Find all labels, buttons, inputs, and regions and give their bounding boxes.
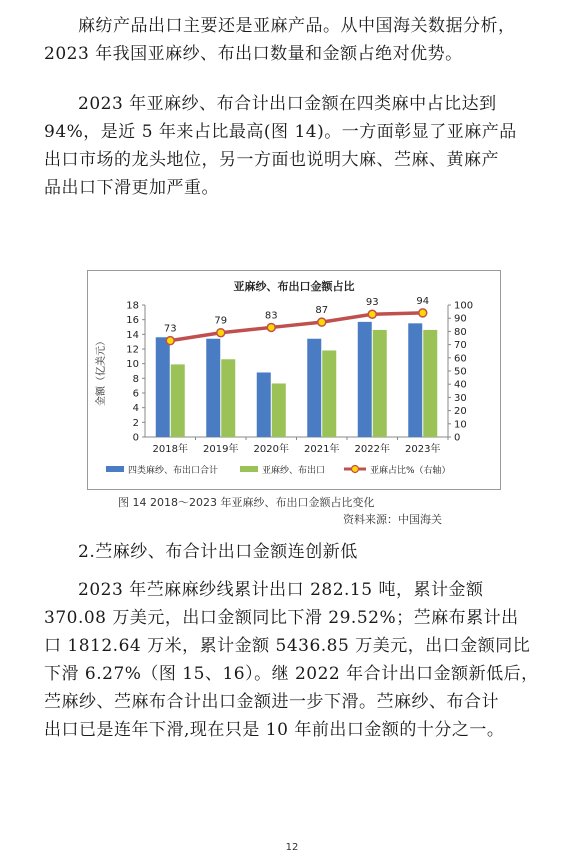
bar-linen [171,364,185,437]
figure-caption: 图 14 2018～2023 年亚麻纱、布出口金额占比变化 [118,496,375,509]
bar-total [257,372,271,437]
section-heading: 2.苎麻纱、布合计出口金额连创新低 [78,542,358,562]
text-line: 下滑 6.27%（图 15、16）。继 2022 年合计出口金额新低后， [44,664,539,684]
share-point [368,310,376,318]
y-tick-label: 4 [132,403,139,415]
bar-linen [322,350,336,437]
figure-source: 资料来源：中国海关 [343,513,442,526]
paragraph-3 [44,576,544,744]
data-label: 94 [416,295,430,307]
paragraph-1 [44,12,544,68]
y-tick-label: 16 [126,315,139,327]
bar-linen [423,330,437,437]
text-line: 麻纺产品出口主要还是亚麻产品。从中国海关数据分析， [78,16,516,36]
legend-label: 四类麻纱、布出口合计 [128,466,219,476]
y-tick-label: 12 [126,344,139,356]
text-line: 苎麻纱、苎麻布合计出口金额进一步下滑。苎麻纱、布合计 [44,692,499,712]
share-point [318,318,326,326]
bar-linen [221,359,235,437]
bar-linen [373,330,387,437]
x-tick-label: 2023年 [405,444,441,455]
x-tick-label: 2020年 [253,444,289,455]
y-tick-label: 8 [132,373,139,385]
text-line: 2023 年亚麻纱、布合计出口金额在四类麻中占比达到 [78,94,497,114]
y-tick-label: 10 [126,359,139,371]
legend-label: 亚麻纱、布出口 [262,466,326,476]
legend-swatch [240,466,258,472]
text-line: 2023 年我国亚麻纱、布出口数量和金额占绝对优势。 [44,44,463,64]
bar-total [206,339,220,437]
combo-chart [88,271,500,489]
legend-swatch [106,466,124,472]
bar-total [156,337,170,437]
y2-tick-label: 0 [454,432,461,444]
data-label: 87 [315,305,329,317]
y-tick-label: 14 [126,329,139,341]
paragraph-2 [44,90,544,202]
text-line: 2023 年苎麻麻纱线累计出口 282.15 吨，累计金额 [78,580,484,600]
text-line: 94%，是近 5 年来占比最高(图 14)。一方面彰显了亚麻产品 [44,122,517,142]
chart-title: 亚麻纱、布出口金额占比 [233,280,355,293]
y-tick-label: 2 [132,417,139,429]
legend-swatch-marker [352,466,359,473]
data-label: 73 [163,323,177,335]
y2-tick-label: 50 [454,366,467,378]
data-label: 79 [214,315,228,327]
text-line: 出口已是连年下滑,现在只是 10 年前出口金额的十分之一。 [44,720,505,740]
bar-linen [272,383,286,437]
y-tick-label: 18 [126,300,139,312]
share-point [217,329,225,337]
x-tick-label: 2019年 [203,444,239,455]
y2-tick-label: 10 [454,419,467,431]
y2-tick-label: 40 [454,379,467,391]
y2-tick-label: 80 [454,326,467,338]
chart-figure-14 [87,270,501,490]
bar-total [358,322,372,437]
bar-total [307,339,321,437]
text-line: 品出口下滑更加严重。 [44,178,219,198]
x-tick-label: 2021年 [304,444,340,455]
share-point [267,323,275,331]
y-tick-label: 0 [132,432,139,444]
text-line: 口 1812.64 万米，累计金额 5436.85 万美元，出口金额同比 [44,636,531,656]
y2-tick-label: 30 [454,392,467,404]
share-point [419,309,427,317]
data-label: 83 [264,310,278,322]
y2-tick-label: 90 [454,313,467,325]
text-line: 370.08 万美元，出口金额同比下滑 29.52%；苎麻布累计出 [44,608,519,628]
y2-tick-label: 100 [454,300,474,312]
bar-total [408,323,422,437]
y2-tick-label: 20 [454,406,467,418]
y2-tick-label: 60 [454,353,467,365]
data-label: 93 [365,297,379,309]
y-axis-title: 金额（亿美元） [96,336,107,406]
legend-label: 亚麻占比%（右轴） [370,466,451,476]
share-point [166,337,174,345]
x-tick-label: 2022年 [354,444,390,455]
text-line: 出口市场的龙头地位，另一方面也说明大麻、苎麻、黄麻产 [44,150,499,170]
x-tick-label: 2018年 [152,444,188,455]
y-tick-label: 6 [132,388,139,400]
y2-tick-label: 70 [454,340,467,352]
page-number: 12 [285,842,299,853]
